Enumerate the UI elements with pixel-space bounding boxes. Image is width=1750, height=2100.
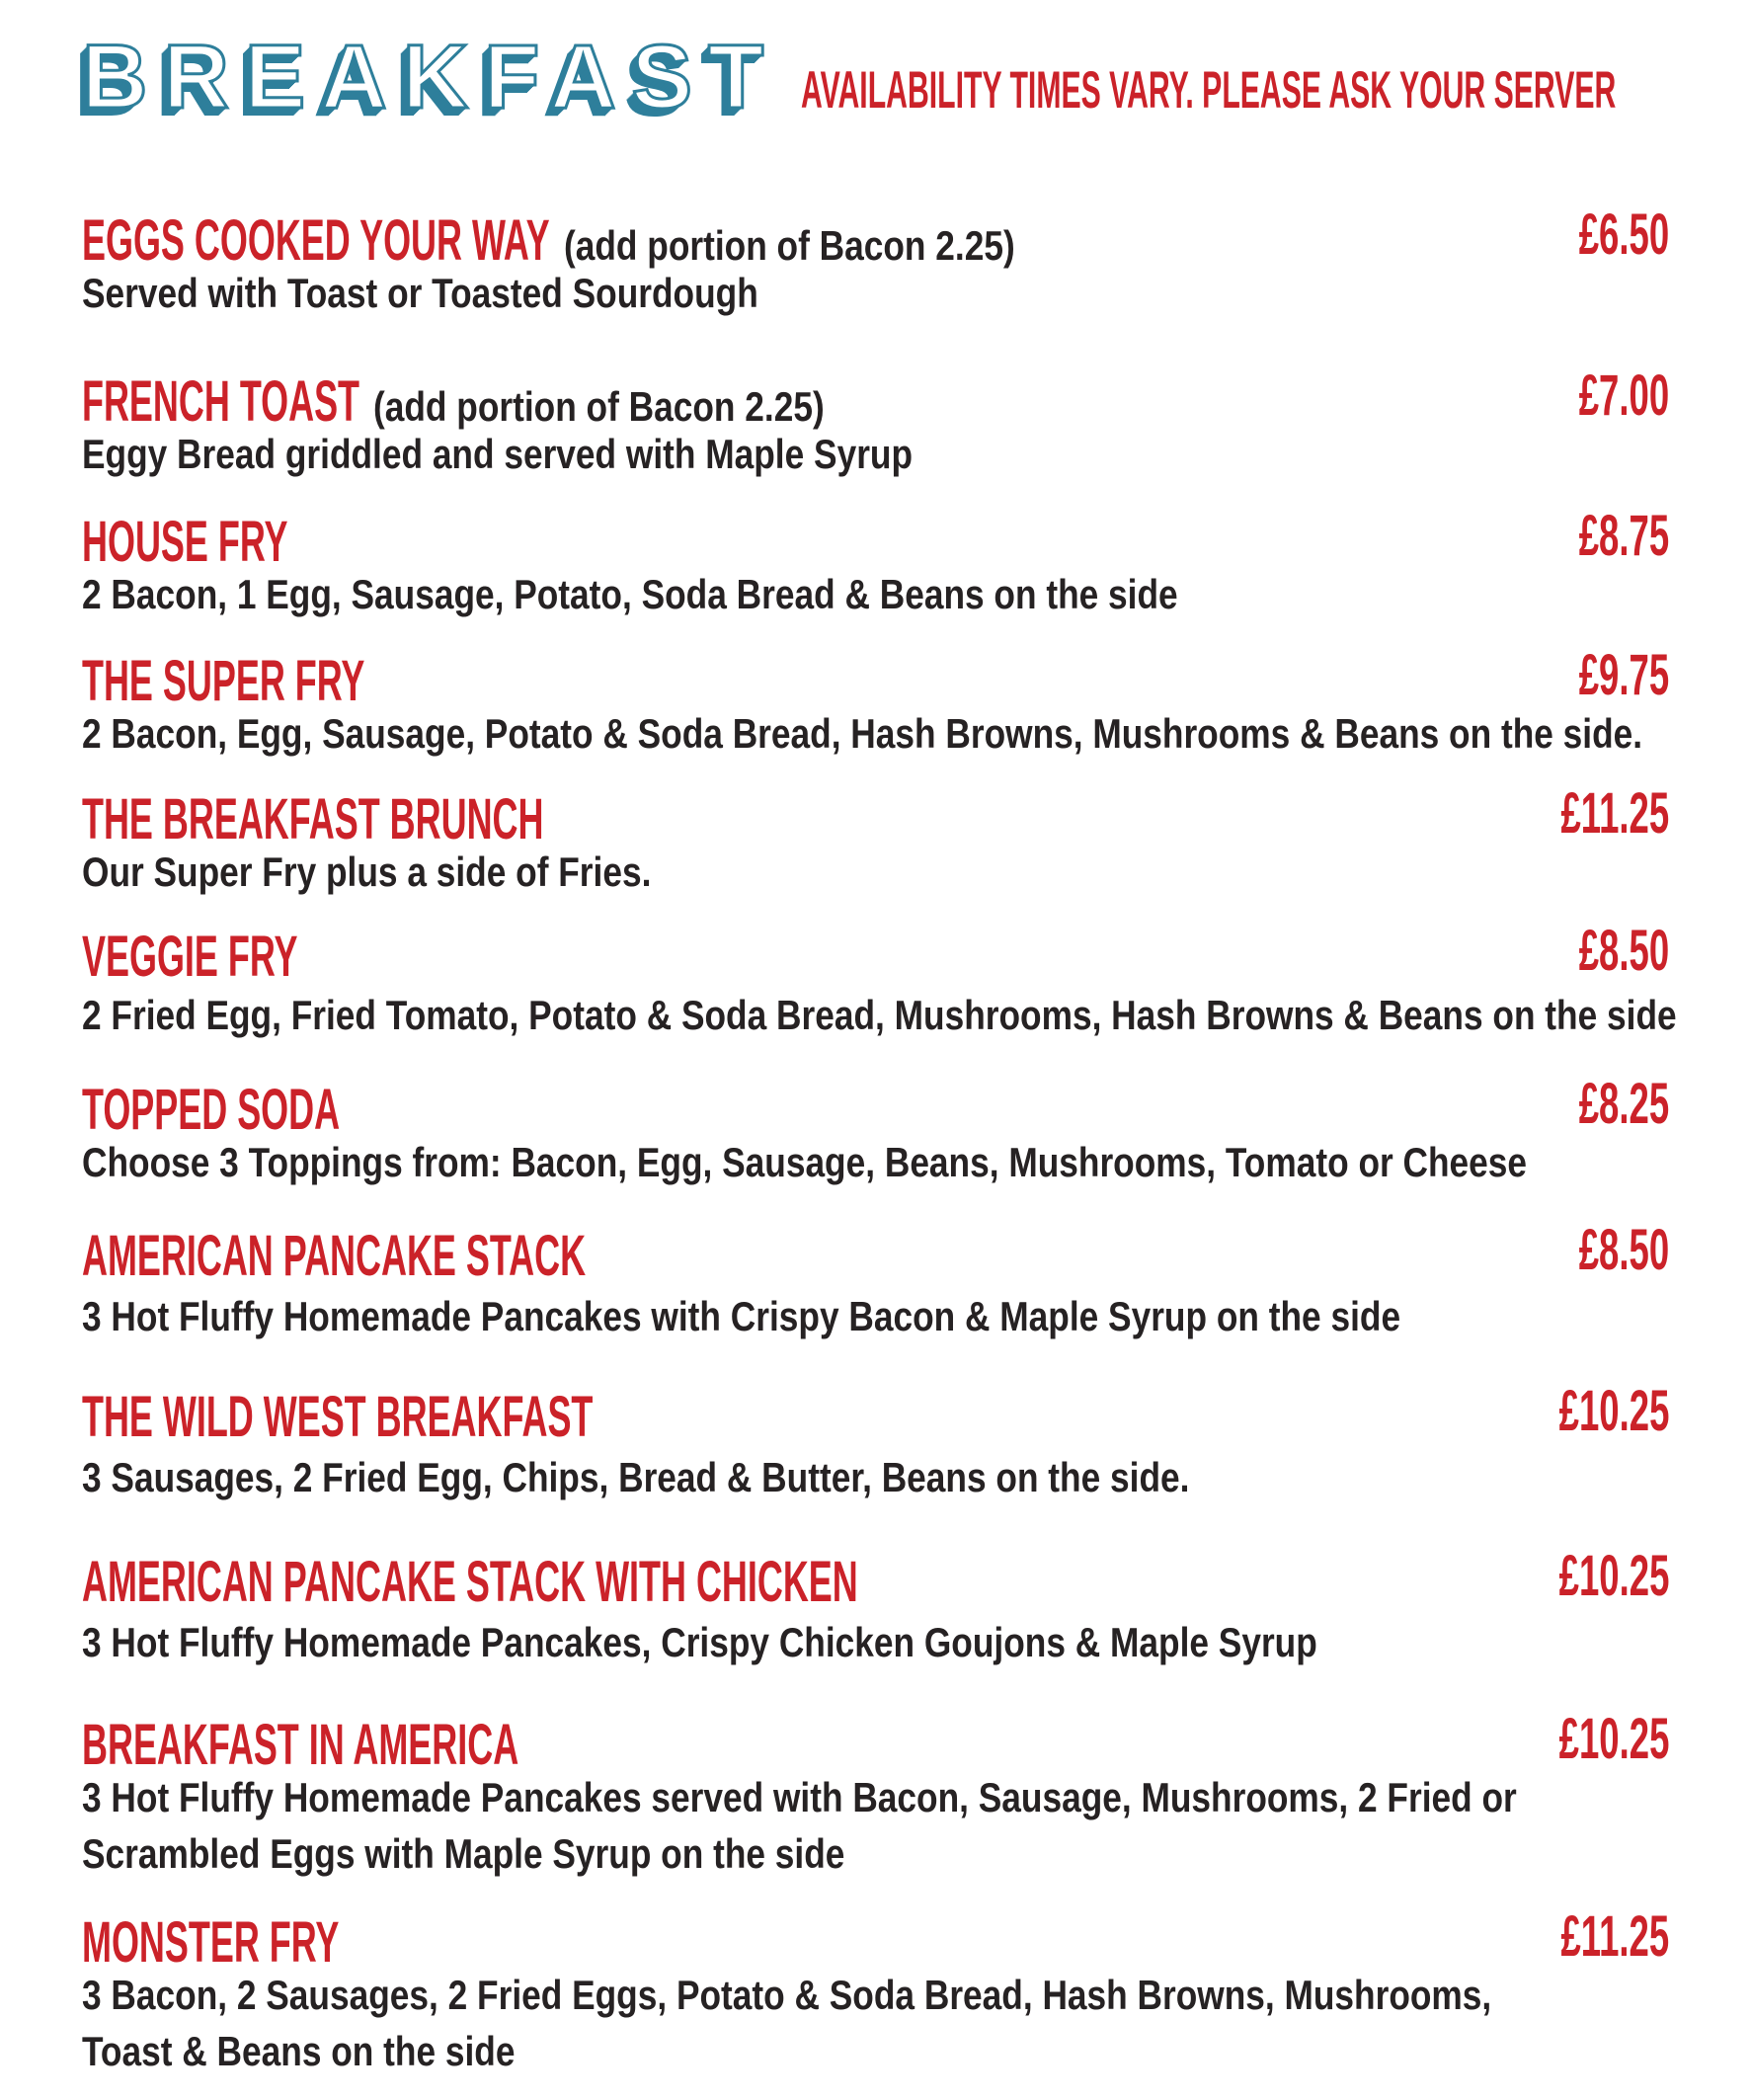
item-price: £8.75	[1578, 504, 1669, 568]
item-name: TOPPED SODA	[82, 1078, 341, 1142]
item-description-line: Eggy Bread griddled and served with Maple Syrup	[82, 431, 914, 477]
item-price: £7.00	[1578, 363, 1669, 428]
item-name: THE BREAKFAST BRUNCH	[82, 787, 544, 851]
item-title-row	[82, 643, 1669, 713]
item-price: £10.25	[1558, 1544, 1669, 1608]
availability-notice: AVAILABILITY TIMES VARY. PLEASE ASK YOUR SERVER	[801, 61, 1617, 120]
item-name: AMERICAN PANCAKE STACK	[82, 1224, 587, 1288]
item-description-line: Served with Toast or Toasted Sourdough	[82, 270, 758, 316]
item-title-row	[82, 363, 1669, 434]
item-note: (add portion of Bacon 2.25)	[563, 222, 1015, 269]
item-price: £11.25	[1560, 781, 1669, 846]
item-title-row	[82, 1707, 1669, 1777]
item-price: £8.25	[1578, 1072, 1669, 1136]
item-title-row	[82, 1072, 1669, 1142]
item-price: £8.50	[1578, 919, 1669, 983]
item-description	[82, 1972, 1669, 2084]
item-description	[82, 1454, 1669, 1510]
item-name: HOUSE FRY	[82, 510, 288, 574]
item-description	[82, 992, 1677, 1048]
item-description-line: 3 Hot Fluffy Homemade Pancakes served with Bacon, Sausage, Mushrooms, 2 Fried or	[82, 1774, 1517, 1820]
item-title-row	[82, 504, 1669, 574]
item-title-row	[82, 1379, 1669, 1449]
item-title-row	[82, 1904, 1669, 1975]
item-name: MONSTER FRY	[82, 1910, 340, 1975]
item-name: FRENCH TOAST	[82, 369, 360, 434]
item-title-row	[82, 1544, 1669, 1614]
item-name: THE WILD WEST BREAKFAST	[82, 1385, 594, 1449]
menu-item-the-breakfast-brunch	[82, 781, 1669, 905]
item-note: (add portion of Bacon 2.25)	[373, 383, 825, 430]
menu-item-american-pancake-stack	[82, 1218, 1669, 1349]
item-description	[82, 1774, 1669, 1887]
item-description	[82, 571, 1669, 627]
item-price: £10.25	[1558, 1707, 1669, 1771]
item-name: THE SUPER FRY	[82, 649, 365, 713]
item-price: £9.75	[1578, 643, 1669, 707]
item-title-row	[82, 781, 1669, 851]
menu-item-monster-fry	[82, 1904, 1669, 2084]
item-description-line: Scrambled Eggs with Maple Syrup on the side	[82, 1830, 845, 1877]
item-description	[82, 848, 1669, 905]
item-description-line: Choose 3 Toppings from: Bacon, Egg, Sausage, Beans, Mushrooms, Tomato or Cheese	[82, 1139, 1528, 1185]
menu-item-the-super-fry	[82, 643, 1669, 767]
item-description	[82, 1293, 1669, 1349]
menu-item-the-wild-west-breakfast	[82, 1379, 1669, 1510]
menu-item-french-toast	[82, 363, 1669, 487]
menu-item-breakfast-in-america	[82, 1707, 1669, 1887]
menu-item-american-pancake-stack-with-chicken	[82, 1544, 1669, 1675]
item-price: £10.25	[1558, 1379, 1669, 1443]
item-description	[82, 270, 1669, 326]
menu-header	[82, 27, 1669, 127]
item-name: EGGS COOKED YOUR WAY	[82, 208, 550, 273]
item-description-line: 3 Sausages, 2 Fried Egg, Chips, Bread & Butter, Beans on the side.	[82, 1454, 1190, 1500]
item-name: BREAKFAST IN AMERICA	[82, 1713, 519, 1777]
item-description-line: 2 Fried Egg, Fried Tomato, Potato & Soda Bread, Mushrooms, Hash Browns & Beans on the side	[82, 992, 1677, 1038]
item-description-line: 3 Bacon, 2 Sausages, 2 Fried Eggs, Potato & Soda Bread, Hash Browns, Mushrooms,	[82, 1972, 1492, 2018]
item-price: £11.25	[1560, 1904, 1669, 1969]
item-price: £6.50	[1578, 202, 1669, 267]
menu-item-eggs-cooked-your-way	[82, 202, 1669, 326]
item-title-row	[82, 202, 1669, 273]
item-name: VEGGIE FRY	[82, 925, 298, 989]
item-description-line: 3 Hot Fluffy Homemade Pancakes with Crispy Bacon & Maple Syrup on the side	[82, 1293, 1401, 1339]
item-description-line: 2 Bacon, 1 Egg, Sausage, Potato, Soda Bread & Beans on the side	[82, 571, 1178, 617]
item-description	[82, 710, 1669, 767]
item-price: £8.50	[1578, 1218, 1669, 1282]
item-description-line: 3 Hot Fluffy Homemade Pancakes, Crispy Chicken Goujons & Maple Syrup	[82, 1619, 1317, 1665]
item-description-line: Our Super Fry plus a side of Fries.	[82, 848, 652, 895]
item-description-line: 2 Bacon, Egg, Sausage, Potato & Soda Bread, Hash Browns, Mushrooms & Beans on the side.	[82, 710, 1643, 757]
item-name: AMERICAN PANCAKE STACK WITH CHICKEN	[82, 1550, 858, 1614]
item-title-row	[82, 1218, 1669, 1288]
menu-item-topped-soda	[82, 1072, 1669, 1195]
item-description	[82, 431, 1669, 487]
menu-item-veggie-fry	[82, 919, 1677, 1048]
item-description-line: Toast & Beans on the side	[82, 2028, 516, 2074]
item-title-row	[82, 919, 1669, 989]
menu-item-house-fry	[82, 504, 1669, 627]
menu-title: BREAKFAST	[82, 27, 780, 127]
item-description	[82, 1619, 1669, 1675]
item-description	[82, 1139, 1669, 1195]
